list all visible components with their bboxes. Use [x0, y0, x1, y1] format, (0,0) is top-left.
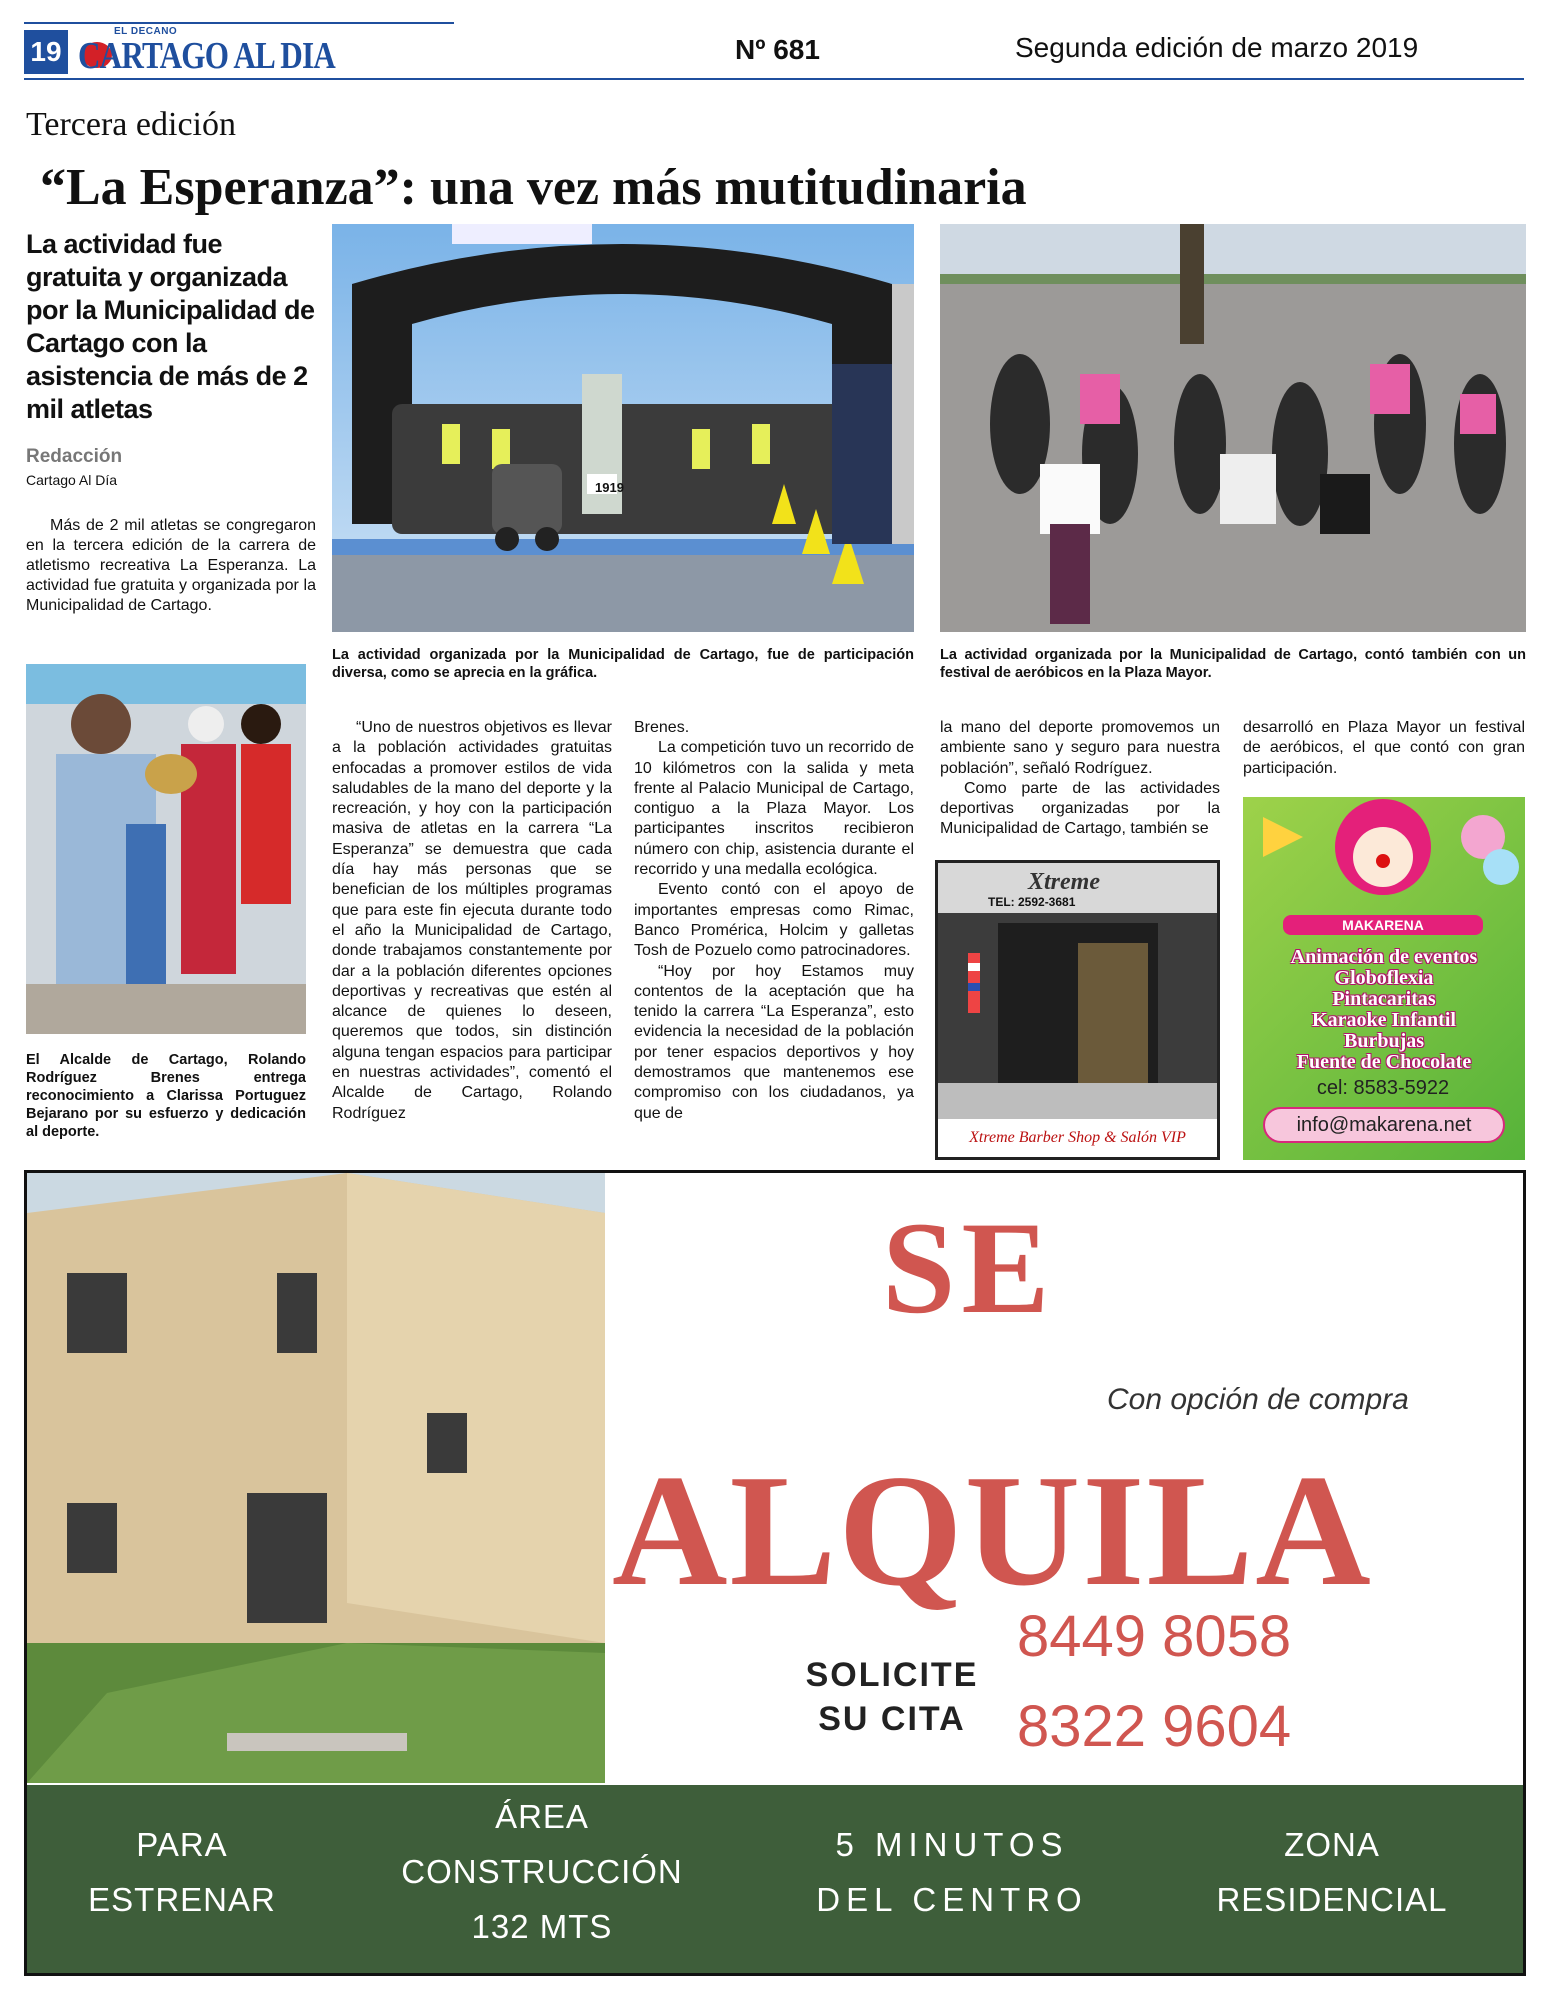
issue-number: Nº 681	[735, 34, 820, 65]
feature-line: PARA	[136, 1826, 228, 1863]
race-photo-caption: La actividad organizada por la Municipalidad de Cartago, fue de participación diversa, como se aprecia en la gráfica.	[332, 647, 914, 681]
rental-ad	[24, 1170, 1526, 1976]
aerobics-festival-photo	[940, 224, 1526, 632]
logo-decano: EL DECANO	[114, 26, 178, 37]
makarena-ad	[1243, 797, 1525, 1160]
column-3-paragraph-1: Como parte de las actividades deportivas organizadas por la Municipalidad de Cartago, también se	[940, 779, 1220, 838]
race-start-illustration	[332, 224, 914, 632]
makarena-service: Pintacaritas	[1332, 988, 1436, 1010]
makarena-title: MAKARENA	[1283, 915, 1483, 935]
ad-alquila-heading: ALQUILA	[612, 1441, 1373, 1619]
feature-line: ÁREA	[495, 1798, 589, 1835]
column-2-paragraph-3: “Hoy por hoy Estamos muy contentos de la aceptación que ha tenido la carrera “La Esperanza”, esto evidencia la necesidad de la población por tener espacios deportivos y hoy demostramos que mantenemos ese compromiso con los ciudadanos, ya que de	[634, 962, 914, 1122]
edition-date: Segunda edición de marzo 2019	[1015, 32, 1419, 63]
makarena-service: Burbujas	[1343, 1030, 1425, 1052]
feature-line: ESTRENAR	[88, 1881, 276, 1918]
barber-ad-caption: Xtreme Barber Shop & Salón VIP	[938, 1119, 1217, 1157]
article-byline-sub: Cartago Al Día	[26, 472, 118, 488]
header-rule	[24, 78, 1524, 80]
award-illustration	[26, 664, 306, 1034]
article-column-3	[940, 718, 1220, 840]
barber-sign: Xtreme	[1028, 869, 1100, 895]
ad-se-heading: SE	[882, 1194, 1056, 1341]
feature-line: ZONA	[1284, 1826, 1380, 1863]
makarena-service: Fuente de Chocolate	[1296, 1051, 1472, 1073]
ad-solicite-line: SU CITA	[818, 1700, 966, 1738]
article-lead: La actividad fue gratuita y organizada por la Municipalidad de Cartago con la asistencia de más de 2 mil atletas	[26, 229, 315, 424]
barber-phone: TEL: 2592-3681	[988, 895, 1076, 909]
ad-features-band	[27, 1785, 1523, 1976]
race-start-photo	[332, 224, 914, 632]
clown-illustration	[1243, 797, 1525, 917]
article-kicker: Tercera edición	[26, 106, 236, 143]
column-3-continuation: la mano del deporte promovemos un ambiente sano y seguro para nuestra población”, señaló Rodríguez.	[940, 719, 1220, 777]
makarena-phone: cel: 8583-5922	[1316, 1077, 1450, 1099]
column-2-paragraph-1: La competición tuvo un recorrido de 10 kilómetros con la salida y meta frente al Palacio Municipal de Cartago, contiguo a la Plaza Mayor. Los participantes inscritos recibieron número con chip, asistencia durante el recorrido y una medalla ecológica.	[634, 739, 914, 879]
column-4-continuation: desarrolló en Plaza Mayor un festival de aeróbicos, el que contó con gran participación.	[1243, 719, 1525, 777]
article-column-1	[332, 718, 612, 1124]
column-2-paragraph-2: Evento contó con el apoyo de importantes empresas como Rimac, Banco Promérica, Holcim y galletas Tosh de Pozuelo como patrocinadores.	[634, 881, 914, 960]
award-photo	[26, 664, 306, 1034]
ad-phone-1: 8449 8058	[1017, 1604, 1292, 1669]
makarena-service: Animación de eventos	[1290, 946, 1478, 968]
ad-solicite	[777, 1653, 1007, 1741]
column-2-continuation: Brenes.	[634, 719, 690, 736]
aerobics-illustration	[940, 224, 1526, 632]
feature-line: CONSTRUCCIÓN	[401, 1853, 683, 1890]
ad-solicite-line: SOLICITE	[805, 1656, 979, 1694]
feature-para-estrenar	[47, 1817, 317, 1927]
aerobics-photo-caption: La actividad organizada por la Municipalidad de Cartago, contó también con un festival de aeróbicos en la Plaza Mayor.	[940, 647, 1526, 681]
feature-zona	[1177, 1817, 1487, 1927]
page-number: 19	[24, 30, 68, 74]
feature-line: 5 MINUTOS	[835, 1826, 1069, 1863]
award-photo-caption: El Alcalde de Cartago, Rolando Rodríguez Brenes entrega reconocimiento a Clarissa Portuguez Bejarano por su esfuerzo y dedicación al deporte.	[26, 1052, 306, 1140]
makarena-email: info@makarena.net	[1263, 1107, 1505, 1143]
logo-name: CARTAGO AL DIA	[78, 35, 335, 77]
newspaper-logo	[72, 24, 335, 77]
article-headline: “La Esperanza”: una vez más mutitudinaria	[40, 159, 1027, 216]
article-intro: Más de 2 mil atletas se congregaron en la tercera edición de la carrera de atletismo recreativa La Esperanza. La actividad fue gratuita y organizada por la Municipalidad de Cartago.	[26, 517, 316, 614]
feature-minutos	[787, 1817, 1117, 1927]
feature-line: RESIDENCIAL	[1216, 1881, 1448, 1918]
house-illustration	[27, 1173, 605, 1783]
makarena-service: Karaoke Infantil	[1312, 1009, 1456, 1031]
feature-area	[377, 1789, 707, 1954]
makarena-service: Globoflexia	[1334, 967, 1434, 989]
makarena-services	[1253, 947, 1515, 1073]
feature-line: DEL CENTRO	[816, 1881, 1088, 1918]
feature-line: 132 MTS	[471, 1908, 613, 1945]
article-byline: Redacción	[26, 446, 123, 467]
race-bib: 1919	[595, 480, 624, 495]
ad-option-text: Con opción de compra	[1107, 1383, 1409, 1416]
column-1-paragraph: “Uno de nuestros objetivos es llevar a la población actividades gratuitas enfocadas a promover estilos de vida saludables de la mano del deporte y la recreación, y hoy con la participación masiva de atletas en la carrera “La Esperanza” se demuestra que cada día hay más personas que se benefician de los múltiples programas que para este fin ejecuta durante todo el año la Municipalidad de Cartago, donde trabajamos constantemente por dar a la población diferentes opciones deportivas y recreativas que estén al alcance de quienes lo deseen, queremos que todos, sin distinción alguna tengan espacios para participar en nuestras actividades”, comentó el Alcalde de Cartago, Rolando Rodríguez	[332, 719, 612, 1122]
article-column-2	[634, 718, 914, 1124]
barber-storefront-illustration	[938, 863, 1217, 1119]
ad-phone-2: 8322 9604	[1017, 1694, 1292, 1759]
article-column-4	[1243, 718, 1525, 779]
barber-shop-ad	[935, 860, 1220, 1160]
